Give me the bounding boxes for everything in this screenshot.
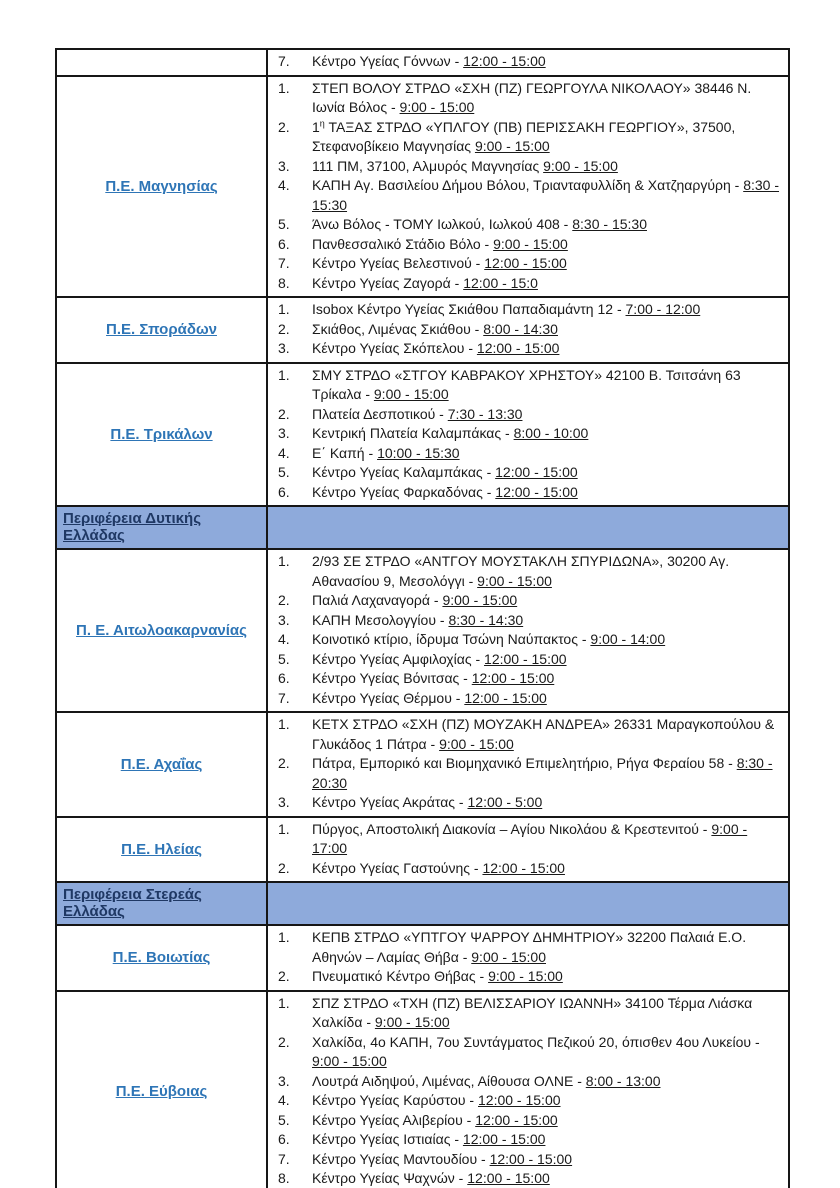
schedule-entry bbox=[268, 118, 780, 157]
entry-content: Κέντρο Υγείας Ακράτας - 12:00 - 5:00 bbox=[312, 794, 543, 810]
schedule-entry bbox=[268, 1111, 780, 1131]
entry-content: Κέντρο Υγείας Καρύστου - 12:00 - 15:00 bbox=[312, 1092, 561, 1108]
entry-number: 5. bbox=[278, 650, 290, 667]
entry-content: ΚΑΠΗ Μεσολογγίου - 8:30 - 14:30 bbox=[312, 611, 524, 628]
region-link[interactable]: Π.Ε. Βοιωτίας bbox=[112, 949, 211, 967]
entry-text: Πανθεσσαλικό Στάδιο Βόλο bbox=[312, 235, 481, 252]
entry-text: ΣΠΖ ΣΤΡΔΟ «ΤΧΗ (ΠΖ) ΒΕΛΙΣΣΑΡΙΟΥ ΙΩΑΝΝΗ» 34100 Τέρμα Λιάσκα Χαλκίδα bbox=[312, 994, 753, 1030]
entry-hours: 9:00 - 15:00 bbox=[488, 968, 563, 984]
entry-text: ΣΜΥ ΣΤΡΔΟ «ΣΤΓΟΥ ΚΑΒΡΑΚΟΥ ΧΡΗΣΤΟΥ» 42100 Β. Τσιτσάνη 63 Τρίκαλα bbox=[312, 366, 741, 402]
entries-cell bbox=[268, 550, 788, 711]
entries-cell bbox=[268, 818, 788, 882]
entry-text-part: ΤΑΞΑΣ ΣΤΡΔΟ «ΥΠΛΓΟΥ (ΠΒ) ΠΕΡΙΣΣΑΚΗ ΓΕΩΡΓΙΟΥ», 37500, Στεφανοβίκειο Μαγνησίας bbox=[312, 118, 736, 154]
entry-hours: 8:30 - 20:30 bbox=[312, 755, 773, 791]
schedule-entry bbox=[268, 754, 780, 793]
entry-number: 2. bbox=[278, 968, 290, 984]
schedule-entry bbox=[268, 235, 780, 255]
entry-content bbox=[312, 157, 780, 177]
entry-hours: 12:00 - 5:00 bbox=[467, 794, 543, 810]
schedule-entry bbox=[268, 793, 780, 813]
entry-hours: 7:30 - 13:30 bbox=[447, 405, 523, 422]
schedule-entry bbox=[268, 274, 780, 294]
entry-content: Κέντρο Υγείας Καλαμπάκας - 12:00 - 15:00 bbox=[312, 464, 578, 480]
schedule-entry bbox=[268, 339, 780, 359]
region-row bbox=[57, 50, 788, 75]
entry-hours: 9:00 - 17:00 bbox=[312, 820, 748, 856]
region-row bbox=[57, 362, 788, 506]
schedule-entry bbox=[268, 254, 780, 274]
entry-text: Πλατεία Δεσποτικού bbox=[312, 405, 436, 422]
schedule-entry bbox=[268, 611, 780, 631]
entry-text: Κέντρο Υγείας Αλιβερίου bbox=[312, 1111, 463, 1128]
entries-cell bbox=[268, 926, 788, 990]
entry-text: Κέντρο Υγείας Καρύστου bbox=[312, 1092, 466, 1108]
entry-number: 2. bbox=[278, 1033, 290, 1050]
entry-content: ΣΠΖ ΣΤΡΔΟ «ΤΧΗ (ΠΖ) ΒΕΛΙΣΣΑΡΙΟΥ ΙΩΑΝΝΗ» 34100 Τέρμα Λιάσκα Χαλκίδα - 9:00 - 15:00 bbox=[312, 994, 753, 1030]
region-link[interactable]: Π.Ε. Σποράδων bbox=[106, 321, 217, 339]
entries-cell bbox=[268, 298, 788, 362]
entry-number: 6. bbox=[278, 235, 290, 252]
entry-number: 4. bbox=[278, 177, 290, 193]
entry-number: 2. bbox=[278, 592, 290, 608]
entry-number: 1. bbox=[278, 301, 290, 317]
health-centers-schedule-table bbox=[55, 48, 790, 1188]
entry-text: Κέντρο Υγείας Καλαμπάκας bbox=[312, 464, 483, 480]
schedule-entry bbox=[268, 79, 780, 118]
entry-content: Ε΄ Καπή - 10:00 - 15:30 bbox=[312, 444, 460, 461]
entry-content: Κέντρο Υγείας Θέρμου - 12:00 - 15:00 bbox=[312, 689, 547, 706]
entry-text: Κέντρο Υγείας Ιστιαίας bbox=[312, 1131, 451, 1147]
entries-cell bbox=[268, 50, 788, 75]
entry-number: 1. bbox=[278, 79, 290, 96]
entry-content: ΣΜΥ ΣΤΡΔΟ «ΣΤΓΟΥ ΚΑΒΡΑΚΟΥ ΧΡΗΣΤΟΥ» 42100 Β. Τσιτσάνη 63 Τρίκαλα - 9:00 - 15:00 bbox=[312, 366, 741, 402]
schedule-entry bbox=[268, 669, 780, 689]
schedule-entry bbox=[268, 1033, 780, 1072]
entry-content: ΚΕΠΒ ΣΤΡΔΟ «ΥΠΤΓΟΥ ΨΑΡΡΟΥ ΔΗΜΗΤΡΙΟΥ» 32200 Παλαιά Ε.Ο. Αθηνών – Λαμίας Θήβα - 9:00 - 15:00 bbox=[312, 929, 747, 965]
entry-number: 1. bbox=[278, 929, 290, 945]
schedule-entry bbox=[268, 300, 780, 320]
entry-number: 6. bbox=[278, 670, 290, 686]
section-header-empty-cell bbox=[268, 883, 788, 924]
entry-hours: 9:00 - 15:00 bbox=[374, 1014, 450, 1030]
entry-text: Πάτρα, Εμπορικό και Βιομηχανικό Επιμελητήριο, Ρήγα Φεραίου 58 bbox=[312, 755, 725, 771]
schedule-entry bbox=[268, 463, 780, 483]
entry-number: 7. bbox=[278, 255, 290, 271]
schedule-entry bbox=[268, 483, 780, 503]
entry-content: Κέντρο Υγείας Γόννων - 12:00 - 15:00 bbox=[312, 53, 546, 69]
entries-cell bbox=[268, 992, 788, 1188]
entry-hours: 12:00 - 15:00 bbox=[476, 340, 560, 356]
schedule-entry bbox=[268, 591, 780, 611]
entry-content: Κέντρο Υγείας Μαντουδίου - 12:00 - 15:00 bbox=[312, 1150, 573, 1167]
entry-hours: 12:00 - 15:00 bbox=[495, 483, 578, 500]
entry-content: Κέντρο Υγείας Φαρκαδόνας - 12:00 - 15:00 bbox=[312, 483, 578, 500]
entry-hours: 9:00 - 15:00 bbox=[493, 235, 568, 252]
entry-text: Κέντρο Υγείας Ζαγορά bbox=[312, 274, 451, 291]
entry-hours: 9:00 - 15:00 bbox=[474, 138, 550, 154]
entry-number: 3. bbox=[278, 425, 290, 441]
region-cell bbox=[57, 992, 268, 1188]
entry-text: Παλιά Λαχαναγορά bbox=[312, 592, 430, 608]
entry-hours: 12:00 - 15:00 bbox=[463, 53, 546, 69]
region-row bbox=[57, 711, 788, 816]
entry-number: 3. bbox=[278, 1072, 290, 1089]
schedule-entry bbox=[268, 176, 780, 215]
entry-number: 6. bbox=[278, 1131, 290, 1147]
entry-number: 8. bbox=[278, 1170, 290, 1186]
region-cell bbox=[57, 298, 268, 362]
entry-content: ΚΕΤΧ ΣΤΡΔΟ «ΣΧΗ (ΠΖ) ΜΟΥΖΑΚΗ ΑΝΔΡΕΑ» 26331 Μαραγκοπούλου & Γλυκάδος 1 Πάτρα - 9:00 - 15:00 bbox=[312, 716, 775, 752]
entry-hours: 9:00 - 15:00 bbox=[543, 157, 618, 174]
entry-content: Κοινοτικό κτίριο, ίδρυμα Τσώνη Ναύπακτος - 9:00 - 14:00 bbox=[312, 631, 666, 647]
region-cell bbox=[57, 364, 268, 506]
entry-content: Κέντρο Υγείας Αλιβερίου - 12:00 - 15:00 bbox=[312, 1111, 558, 1128]
entries-cell bbox=[268, 713, 788, 816]
entry-text: Κεντρική Πλατεία Καλαμπάκας bbox=[312, 425, 502, 441]
schedule-entry bbox=[268, 1091, 780, 1111]
entry-text: 111 ΠΜ, 37100, Αλμυρός Μαγνησίας bbox=[312, 157, 540, 174]
entry-hours: 7:00 - 12:00 bbox=[625, 301, 701, 317]
entry-text: ΚΕΤΧ ΣΤΡΔΟ «ΣΧΗ (ΠΖ) ΜΟΥΖΑΚΗ ΑΝΔΡΕΑ» 26331 Μαραγκοπούλου & Γλυκάδος 1 Πάτρα bbox=[312, 716, 775, 752]
region-cell bbox=[57, 713, 268, 816]
entry-number: 3. bbox=[278, 157, 290, 174]
entry-content: Παλιά Λαχαναγορά - 9:00 - 15:00 bbox=[312, 592, 518, 608]
entry-content: Κέντρο Υγείας Σκόπελου - 12:00 - 15:00 bbox=[312, 340, 560, 356]
region-cell bbox=[57, 818, 268, 882]
schedule-entry bbox=[268, 1169, 780, 1188]
entry-number: 4. bbox=[278, 631, 290, 647]
entry-hours: 8:00 - 13:00 bbox=[585, 1072, 661, 1089]
entry-text: Isobox Κέντρο Υγείας Σκιάθου Παπαδιαμάντη 12 bbox=[312, 301, 614, 317]
superscript-text: η bbox=[319, 117, 325, 128]
entry-number: 2. bbox=[278, 118, 290, 135]
entry-content: Λουτρά Αιδηψού, Λιμένας, Αίθουσα ΟΛΝΕ - 8:00 - 13:00 bbox=[312, 1072, 661, 1089]
region-cell bbox=[57, 926, 268, 990]
schedule-entry bbox=[268, 820, 780, 859]
section-header-label: Περιφέρεια Δυτικής Ελλάδας bbox=[63, 510, 201, 544]
entry-content: Κέντρο Υγείας Αμφιλοχίας - 12:00 - 15:00 bbox=[312, 650, 567, 667]
entry-text: Κέντρο Υγείας Ακράτας bbox=[312, 794, 456, 810]
entry-text: ΣΤΕΠ ΒΟΛΟΥ ΣΤΡΔΟ «ΣΧΗ (ΠΖ) ΓΕΩΡΓΟΥΛΑ ΝΙΚΟΛΑΟΥ» 38446 Ν. Ιωνία Βόλος bbox=[312, 79, 752, 115]
entry-number: 2. bbox=[278, 320, 290, 337]
entry-text: Κέντρο Υγείας Γαστούνης bbox=[312, 859, 470, 876]
schedule-entry bbox=[268, 859, 780, 879]
entry-text: Κέντρο Υγείας Αμφιλοχίας bbox=[312, 650, 472, 667]
entry-text: Κέντρο Υγείας Θέρμου bbox=[312, 689, 452, 706]
entry-number: 1. bbox=[278, 716, 290, 732]
region-link[interactable]: Π. Ε. Αιτωλοακαρνανίας bbox=[76, 622, 247, 639]
entry-text: 2/93 ΣΕ ΣΤΡΔΟ «ΑΝΤΓΟΥ ΜΟΥΣΤΑΚΛΗ ΣΠΥΡΙΔΩΝΑ», 30200 Αγ. Αθανασίου 9, Μεσολόγγι bbox=[312, 553, 730, 589]
entries-cell bbox=[268, 364, 788, 506]
region-link[interactable]: Π.Ε. Τρικάλων bbox=[110, 425, 213, 443]
entry-number: 3. bbox=[278, 794, 290, 810]
entry-text: ΚΕΠΒ ΣΤΡΔΟ «ΥΠΤΓΟΥ ΨΑΡΡΟΥ ΔΗΜΗΤΡΙΟΥ» 32200 Παλαιά Ε.Ο. Αθηνών – Λαμίας Θήβα bbox=[312, 929, 747, 965]
entry-hours: 9:00 - 15:00 bbox=[312, 1053, 387, 1069]
entry-content: Πνευματικό Κέντρο Θήβας - 9:00 - 15:00 bbox=[312, 968, 563, 984]
entry-number: 2. bbox=[278, 405, 290, 422]
entry-text: Χαλκίδα, 4ο ΚΑΠΗ, 7ου Συντάγματος Πεζικού 20, όπισθεν 4ου Λυκείου bbox=[312, 1033, 752, 1050]
entry-content: Άνω Βόλος - ΤΟΜΥ Ιωλκού, Ιωλκού 408 - 8:30 - 15:30 bbox=[312, 216, 647, 232]
region-link[interactable]: Π.Ε. Μαγνησίας bbox=[105, 177, 218, 195]
schedule-entry bbox=[268, 52, 780, 72]
entry-hours: 8:00 - 10:00 bbox=[513, 425, 589, 441]
entry-hours: 9:00 - 15:00 bbox=[439, 735, 514, 752]
entry-hours: 8:30 - 15:30 bbox=[312, 177, 780, 213]
region-cell bbox=[57, 550, 268, 711]
schedule-entry bbox=[268, 405, 780, 425]
region-cell bbox=[57, 50, 268, 75]
entry-content: Πλατεία Δεσποτικού - 7:30 - 13:30 bbox=[312, 405, 523, 422]
entry-text: Άνω Βόλος - ΤΟΜΥ Ιωλκού, Ιωλκού 408 bbox=[312, 216, 560, 232]
entry-number: 1. bbox=[278, 820, 290, 837]
entry-content: Πάτρα, Εμπορικό και Βιομηχανικό Επιμελητήριο, Ρήγα Φεραίου 58 - 8:30 - 20:30 bbox=[312, 755, 773, 791]
entry-text: Λουτρά Αιδηψού, Λιμένας, Αίθουσα ΟΛΝΕ bbox=[312, 1072, 574, 1089]
schedule-entry bbox=[268, 215, 780, 235]
entry-text: Κέντρο Υγείας Βόνιτσας bbox=[312, 670, 460, 686]
entry-content: Κέντρο Υγείας Βόνιτσας - 12:00 - 15:00 bbox=[312, 670, 555, 686]
schedule-entry bbox=[268, 552, 780, 591]
entry-number: 8. bbox=[278, 274, 290, 291]
section-header-row bbox=[57, 881, 788, 924]
schedule-entry bbox=[268, 689, 780, 709]
entry-hours: 12:00 - 15:00 bbox=[484, 255, 567, 271]
region-row bbox=[57, 990, 788, 1188]
entry-text-part: 1 bbox=[312, 118, 320, 135]
section-header-cell bbox=[57, 883, 268, 924]
entry-text: Κέντρο Υγείας Βελεστινού bbox=[312, 255, 472, 271]
entry-text: Κέντρο Υγείας Γόννων bbox=[312, 53, 451, 69]
entry-hours: 9:00 - 15:00 bbox=[399, 99, 475, 115]
entry-hours: 9:00 - 14:00 bbox=[590, 631, 666, 647]
region-row bbox=[57, 816, 788, 882]
schedule-entry bbox=[268, 967, 780, 987]
region-row bbox=[57, 296, 788, 362]
entry-content: ΚΑΠΗ Αγ. Βασιλείου Δήμου Βόλου, Τριανταφυλλίδη & Χατζηαργύρη - 8:30 - 15:30 bbox=[312, 177, 780, 213]
entry-number: 2. bbox=[278, 755, 290, 771]
schedule-entry bbox=[268, 1150, 780, 1170]
schedule-entry bbox=[268, 320, 780, 340]
entry-hours: 12:00 - 15:00 bbox=[495, 464, 578, 480]
schedule-entry bbox=[268, 444, 780, 464]
entry-hours: 12:00 - 15:00 bbox=[478, 1092, 561, 1108]
entry-number: 5. bbox=[278, 216, 290, 232]
entry-content: Κέντρο Υγείας Ψαχνών - 12:00 - 15:00 bbox=[312, 1170, 550, 1186]
entry-text: Κέντρο Υγείας Φαρκαδόνας bbox=[312, 483, 483, 500]
entry-number: 6. bbox=[278, 483, 290, 500]
entry-text: ΚΑΠΗ Μεσολογγίου bbox=[312, 611, 436, 628]
entry-content: Χαλκίδα, 4ο ΚΑΠΗ, 7ου Συντάγματος Πεζικού 20, όπισθεν 4ου Λυκείου - 9:00 - 15:00 bbox=[312, 1033, 760, 1069]
schedule-entry bbox=[268, 928, 780, 967]
entries-cell bbox=[268, 77, 788, 297]
section-header-row bbox=[57, 505, 788, 548]
section-header-empty-cell bbox=[268, 507, 788, 548]
entry-hours: 12:00 - 15:00 bbox=[462, 1131, 546, 1147]
entry-hours: 9:00 - 15:00 bbox=[471, 948, 546, 965]
schedule-entry bbox=[268, 715, 780, 754]
entry-content: Κέντρο Υγείας Βελεστινού - 12:00 - 15:00 bbox=[312, 255, 567, 271]
entry-content: Σκιάθος, Λιμένας Σκιάθου - 8:00 - 14:30 bbox=[312, 320, 558, 337]
schedule-entry bbox=[268, 1072, 780, 1092]
entry-content: Isobox Κέντρο Υγείας Σκιάθου Παπαδιαμάντη 12 - 7:00 - 12:00 bbox=[312, 301, 701, 317]
section-header-cell bbox=[57, 507, 268, 548]
entry-number: 1. bbox=[278, 366, 290, 383]
entry-text: Κέντρο Υγείας Μαντουδίου bbox=[312, 1150, 478, 1167]
schedule-entry bbox=[268, 1130, 780, 1150]
schedule-entry bbox=[268, 157, 780, 177]
entry-number: 3. bbox=[278, 611, 290, 628]
entry-number: 7. bbox=[278, 1150, 290, 1167]
entry-content: 2/93 ΣΕ ΣΤΡΔΟ «ΑΝΤΓΟΥ ΜΟΥΣΤΑΚΛΗ ΣΠΥΡΙΔΩΝΑ», 30200 Αγ. Αθανασίου 9, Μεσολόγγι - 9:00 - 15:00 bbox=[312, 553, 730, 589]
entry-number: 7. bbox=[278, 53, 290, 69]
region-row bbox=[57, 924, 788, 990]
entry-hours: 12:00 - 15:00 bbox=[482, 859, 565, 876]
entry-number: 5. bbox=[278, 1111, 290, 1128]
entry-number: 3. bbox=[278, 340, 290, 356]
entry-number: 2. bbox=[278, 859, 290, 876]
entry-content: Κέντρο Υγείας Γαστούνης - 12:00 - 15:00 bbox=[312, 859, 565, 876]
region-link[interactable]: Π.Ε. Αχαΐας bbox=[120, 755, 203, 773]
entry-content: Κέντρο Υγείας Ζαγορά - 12:00 - 15:0 bbox=[312, 274, 538, 291]
entry-hours: 12:00 - 15:00 bbox=[467, 1170, 550, 1186]
entry-text: Ε΄ Καπή bbox=[312, 444, 365, 461]
entry-number: 1. bbox=[278, 553, 290, 569]
entry-content: Πανθεσσαλικό Στάδιο Βόλο - 9:00 - 15:00 bbox=[312, 235, 568, 252]
entry-number: 5. bbox=[278, 464, 290, 480]
schedule-entry bbox=[268, 366, 780, 405]
region-cell bbox=[57, 77, 268, 297]
entry-content: ΣΤΕΠ ΒΟΛΟΥ ΣΤΡΔΟ «ΣΧΗ (ΠΖ) ΓΕΩΡΓΟΥΛΑ ΝΙΚΟΛΑΟΥ» 38446 Ν. Ιωνία Βόλος - 9:00 - 15:00 bbox=[312, 79, 752, 115]
entry-hours: 12:00 - 15:00 bbox=[475, 1111, 558, 1128]
entry-hours: 9:00 - 15:00 bbox=[477, 572, 552, 589]
schedule-entry bbox=[268, 650, 780, 670]
schedule-entry bbox=[268, 630, 780, 650]
entry-content: Πύργος, Αποστολική Διακονία – Αγίου Νικολάου & Κρεστενιτού - 9:00 - 17:00 bbox=[312, 820, 748, 856]
entry-number: 4. bbox=[278, 444, 290, 461]
entry-text: ΚΑΠΗ Αγ. Βασιλείου Δήμου Βόλου, Τριανταφυλλίδη & Χατζηαργύρη bbox=[312, 177, 731, 193]
schedule-entry bbox=[268, 424, 780, 444]
entry-hours: 8:30 - 15:30 bbox=[572, 216, 647, 232]
entry-content bbox=[312, 118, 780, 157]
entry-content: Κέντρο Υγείας Ιστιαίας - 12:00 - 15:00 bbox=[312, 1131, 546, 1147]
region-row bbox=[57, 548, 788, 711]
entry-number: 4. bbox=[278, 1092, 290, 1108]
entry-number: 7. bbox=[278, 689, 290, 706]
entry-text: Κοινοτικό κτίριο, ίδρυμα Τσώνη Ναύπακτος bbox=[312, 631, 578, 647]
entry-hours: 12:00 - 15:00 bbox=[471, 670, 555, 686]
schedule-entry bbox=[268, 994, 780, 1033]
entry-content: Κεντρική Πλατεία Καλαμπάκας - 8:00 - 10:00 bbox=[312, 425, 589, 441]
region-row bbox=[57, 75, 788, 297]
entry-hours: 9:00 - 15:00 bbox=[373, 386, 449, 402]
region-link[interactable]: Π.Ε. Εύβοιας bbox=[115, 1083, 208, 1100]
entry-hours: 12:00 - 15:00 bbox=[484, 650, 567, 667]
entry-number: 1. bbox=[278, 994, 290, 1011]
entry-hours: 8:30 - 14:30 bbox=[448, 611, 524, 628]
entry-text: Πύργος, Αποστολική Διακονία – Αγίου Νικολάου & Κρεστενιτού bbox=[312, 820, 699, 837]
entry-text: Σκιάθος, Λιμένας Σκιάθου bbox=[312, 320, 471, 337]
entry-text: Κέντρο Υγείας Ψαχνών bbox=[312, 1170, 455, 1186]
entry-text: Πνευματικό Κέντρο Θήβας bbox=[312, 968, 476, 984]
entry-hours: 9:00 - 15:00 bbox=[442, 592, 518, 608]
entry-hours: 8:00 - 14:30 bbox=[483, 320, 558, 337]
entry-hours: 12:00 - 15:0 bbox=[463, 274, 538, 291]
entry-hours: 12:00 - 15:00 bbox=[489, 1150, 573, 1167]
entry-text: Κέντρο Υγείας Σκόπελου bbox=[312, 340, 465, 356]
entry-hours: 10:00 - 15:30 bbox=[377, 444, 460, 461]
region-link[interactable]: Π.Ε. Ηλείας bbox=[121, 840, 202, 858]
section-header-label: Περιφέρεια Στερεάς Ελλάδας bbox=[63, 886, 202, 920]
entry-hours: 12:00 - 15:00 bbox=[464, 689, 547, 706]
